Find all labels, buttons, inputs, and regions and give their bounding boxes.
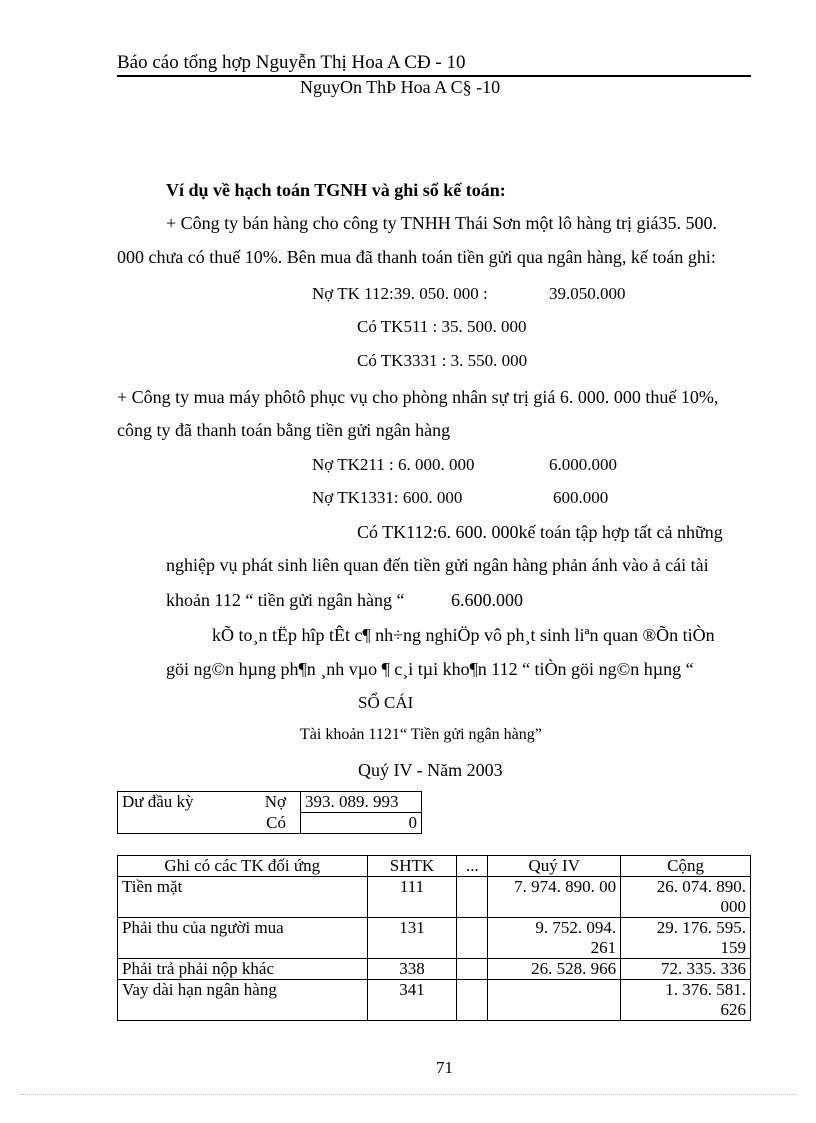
paragraph-2-line-2: công ty đã thanh toán bằng tiền gửi ngân hàng [117,420,451,440]
garbled-line-2: göi ng©n hµng ph¶n ¸nh vµo ¶ c¸i tµi kho¶n 112 “ tiÒn göi ng©n hµng “ [166,659,694,679]
table-row [118,918,751,959]
table-row [118,877,751,918]
row-q4: 26. 528. 966 [488,959,621,980]
ledger-period: Quý IV - Năm 2003 [358,760,503,780]
row-account: Phải thu của người mua [118,918,368,959]
row-ellipsis [457,959,488,980]
garbled-header: NguyOn ThÞ Hoa A C§ -10 [300,77,501,97]
row-account: Phải trả phải nộp khác [118,959,368,980]
opening-balance-debit-value: 393. 089. 993 [301,792,422,813]
table-row [118,959,751,980]
entry-debit-211-value: 6.000.000 [549,455,617,474]
page-header: Báo cáo tổng hợp Nguyễn Thị Hoa A CĐ - 10 [117,52,466,73]
row-total: 29. 176. 595. 159 [621,918,751,959]
row-shtk: 131 [367,918,457,959]
ledger-header-row [118,856,751,877]
opening-balance-label-cell [118,792,301,813]
paragraph-1-line-2: 000 chưa có thuế 10%. Bên mua đã thanh toán tiền gửi qua ngân hàng, kế toán ghi: [117,247,716,267]
opening-balance-debit-row [118,792,422,813]
entry-credit-511: Có TK511 : 35. 500. 000 [357,317,527,336]
entry-credit-3331: Có TK3331 : 3. 550. 000 [357,351,528,370]
credit-label: Có [118,813,301,834]
entry-credit-112-value: 6.600.000 [451,590,523,610]
header-ellipsis: ... [457,856,488,877]
opening-balance-label: Dư đầu kỳ [122,792,194,811]
row-total: 72. 335. 336 [621,959,751,980]
row-q4: 9. 752. 094. 261 [488,918,621,959]
row-shtk: 111 [367,877,457,918]
entry-debit-1331: Nợ TK1331: 600. 000 [312,488,463,507]
section-heading: Ví dụ về hạch toán TGNH và ghi sổ kế toán: [166,180,506,200]
header-total: Cộng [621,856,751,877]
entry-debit-112: Nợ TK 112:39. 050. 000 : [312,284,488,303]
row-total: 26. 074. 890. 000 [621,877,751,918]
debit-label: Nợ [264,792,286,811]
paragraph-1-line-1: + Công ty bán hàng cho công ty TNHH Thái Sơn một lô hàng trị giá35. 500. [166,213,717,233]
entry-credit-112-line-2: nghiệp vụ phát sinh liên quan đến tiền gửi ngân hàng phản ánh vào ả cái tài [166,555,709,575]
ledger-account: Tài khoản 1121“ Tiền gửi ngân hàng” [300,726,542,743]
ledger-title: SỔ CÁI [358,693,414,712]
table-row [118,980,751,1021]
row-account: Vay dài hạn ngân hàng [118,980,368,1021]
row-q4 [488,980,621,1021]
entry-credit-112-line-3: khoản 112 “ tiền gửi ngân hàng “ [166,590,405,610]
page-number: 71 [436,1058,453,1077]
opening-balance-credit-value: 0 [301,813,422,834]
paragraph-2-line-1: + Công ty mua máy phôtô phục vụ cho phòng nhân sự trị giá 6. 000. 000 thuế 10%, [117,387,719,407]
garbled-line-1: kÕ to¸n tËp hîp tÊt c¶ nh÷ng nghiÖp vô ph¸t sinh liªn quan ®Õn tiÒn [212,625,715,645]
entry-debit-211: Nợ TK211 : 6. 000. 000 [312,455,475,474]
row-ellipsis [457,877,488,918]
opening-balance-table [117,791,422,834]
page-bottom-divider [20,1094,796,1095]
row-account: Tiền mặt [118,877,368,918]
row-total: 1. 376. 581. 626 [621,980,751,1021]
header-shtk: SHTK [367,856,457,877]
entry-debit-1331-value: 600.000 [553,488,609,507]
row-ellipsis [457,980,488,1021]
opening-balance-credit-row [118,813,422,834]
row-shtk: 338 [367,959,457,980]
ledger-table [117,855,751,1021]
row-ellipsis [457,918,488,959]
entry-credit-112: Có TK112:6. 600. 000kế toán tập hợp tất cả những [357,522,723,542]
row-q4: 7. 974. 890. 00 [488,877,621,918]
row-shtk: 341 [367,980,457,1021]
header-account: Ghi có các TK đối ứng [118,856,368,877]
entry-debit-112-value: 39.050.000 [549,284,626,303]
header-q4: Quý IV [488,856,621,877]
